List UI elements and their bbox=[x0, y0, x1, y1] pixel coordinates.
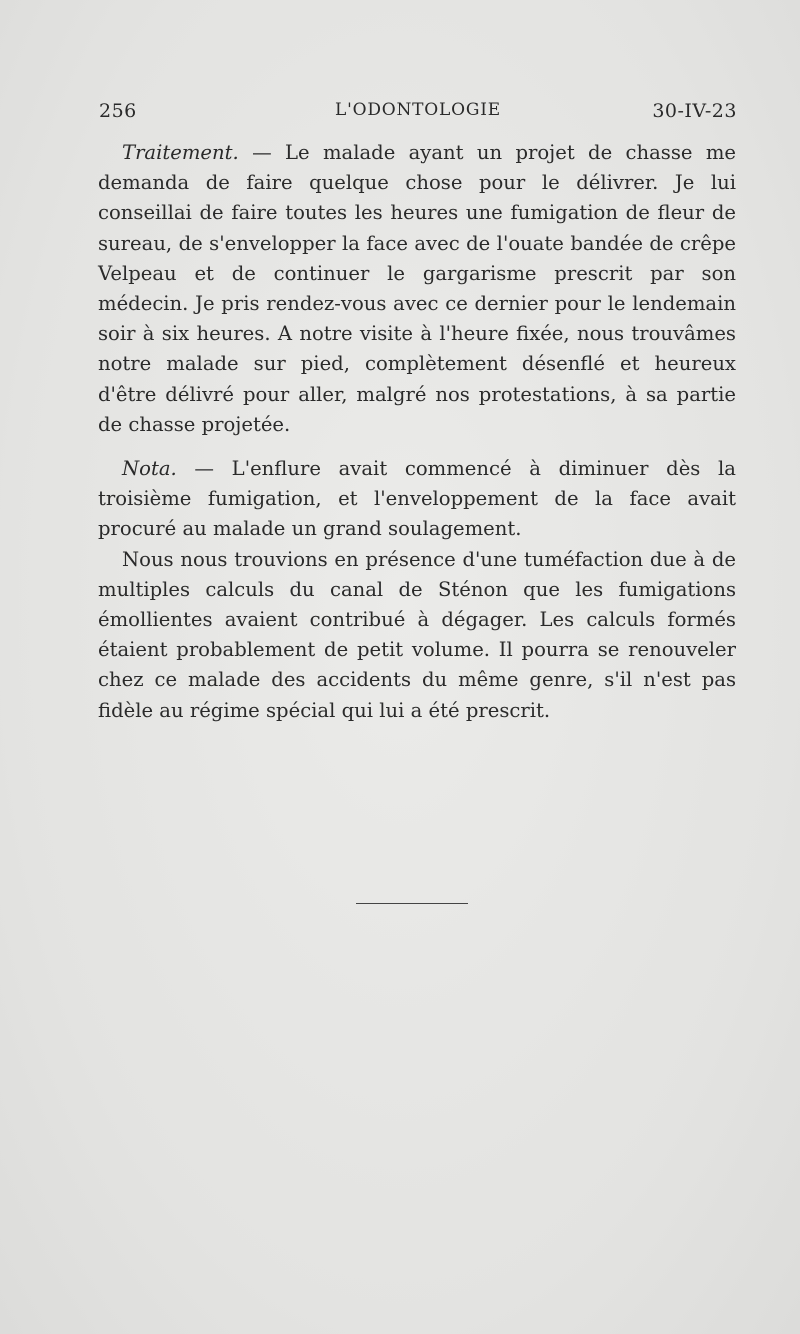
paragraph-body: — Le malade ayant un projet de chasse me demanda de faire quelque chose pour le délivrer. Je lui conseillai de faire toutes les heures une fumigation de fleur de sureau, de s'envelopper la face avec de l'ouate bandée de crêpe Velpeau et de continuer le gargarisme prescrit par son médecin. Je pris rendez-vous avec ce dernier pour le lendemain soir à six heures. A notre visite à l'heure fixée, nous trouvâmes notre malade sur pied, complètement désenflé et heureux d'être délivré pour aller, malgré nos protestations, à sa partie de chasse projetée. bbox=[98, 141, 736, 436]
journal-title: L'ODONTOLOGIE bbox=[335, 100, 501, 120]
paragraph-nota bbox=[98, 454, 736, 545]
paragraph-body: Nous nous trouvions en présence d'une tuméfaction due à de multiples calculs du canal de Sténon que les fumigations émollientes avaient contribué à dégager. Les calculs formés étaient probablement de petit volume. Il pourra se renouveler chez ce malade des accidents du même genre, s'il n'est pas fidèle au régime spécial qui lui a été prescrit. bbox=[98, 547, 736, 722]
paragraph-lead: Traitement. bbox=[122, 141, 239, 164]
paragraph-traitement bbox=[98, 138, 736, 440]
body-text bbox=[98, 138, 736, 726]
running-head bbox=[99, 100, 737, 128]
paragraph-body: — L'enflure avait commencé à diminuer dès la troisième fumigation, et l'enveloppement de la face avait procuré au malade un grand soulagement. bbox=[98, 457, 736, 541]
paragraph-conclusion bbox=[98, 545, 736, 726]
end-rule bbox=[356, 903, 468, 904]
issue-date: 30-IV-23 bbox=[652, 100, 737, 122]
paragraph-lead: Nota. bbox=[122, 457, 177, 481]
page-number: 256 bbox=[99, 100, 137, 122]
